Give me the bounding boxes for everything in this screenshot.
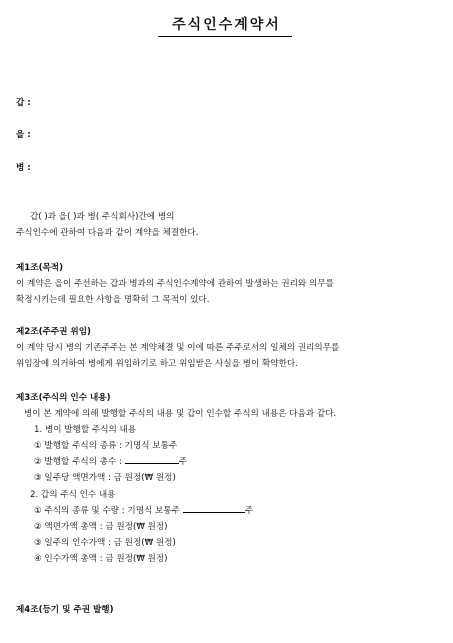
article3-section2-item1-unit: 주 [244,506,253,516]
article3-section2-item3: ③ 일주의 인수가액 : 금 원정(₩ 원정) [34,538,176,548]
title-underline [158,36,292,37]
party-eul: 을 : [16,130,31,140]
article3-section1-item2-label: ② 발행할 주식의 총수 : [34,457,122,467]
article2-heading: 제2조(주주권 위임) [16,327,91,337]
article3-section2-item1-label: ① 주식의 종류 및 수량 : 기명식 보통주 [34,506,180,516]
article1-line-1: 이 계약은 을이 주선하는 갑과 병과의 주식인수계약에 관하여 발생하는 권리와 의무를 [16,279,334,289]
article3-section1-item2 [34,455,187,467]
article3-section1-item2-unit: 주 [178,457,187,467]
intro-line-2: 주식인수에 관하여 다음과 같이 계약을 체결한다. [16,228,199,238]
article2-line-2: 위임장에 의거하여 병에게 위임하기로 하고 위임받은 사실을 병이 확약한다. [16,359,298,369]
article3-section2-title: 2. 갑의 주식 인수 내용 [30,490,116,500]
article3-section1-title: 1. 병이 발행할 주식의 내용 [34,425,137,435]
document-title: 주식인수계약서 [172,17,281,33]
blank-line [183,504,245,513]
intro-line-1: 갑( )과 을( )과 병( 주식회사)간에 병의 [30,212,175,222]
article4-heading: 제4조(등기 및 주권 발행) [16,605,114,615]
article1-heading: 제1조(목적) [16,263,64,273]
article1-line-2: 확정시키는데 필요한 사항을 명확히 그 목적이 있다. [16,295,210,305]
article3-intro: 병이 본 계약에 의해 발행할 주식의 내용 및 갑이 인수할 주식의 내용은 다음과 같다. [24,409,337,419]
article3-section1-item1: ① 발행할 주식의 종류 : 기명식 보통주 [34,441,178,451]
article3-heading: 제3조(주식의 인수 내용) [16,393,111,403]
party-byeong: 병 : [16,163,31,173]
article3-section2-item4: ④ 인수가액 총액 : 금 원정(₩ 원정) [34,554,168,564]
article3-section1-item3: ③ 일주당 액면가액 : 금 원정(₩ 원정) [34,473,176,483]
article3-section2-item1 [34,504,253,516]
article2-line-1: 이 계약 당시 병의 기존주주는 본 계약체결 및 이에 따른 주주로서의 일체의 권리의무를 [16,343,340,353]
party-gap: 갑 : [16,98,31,108]
article3-section2-item2: ② 액면가액 총액 : 금 원정(₩ 원정) [34,522,168,532]
blank-line [125,455,179,464]
